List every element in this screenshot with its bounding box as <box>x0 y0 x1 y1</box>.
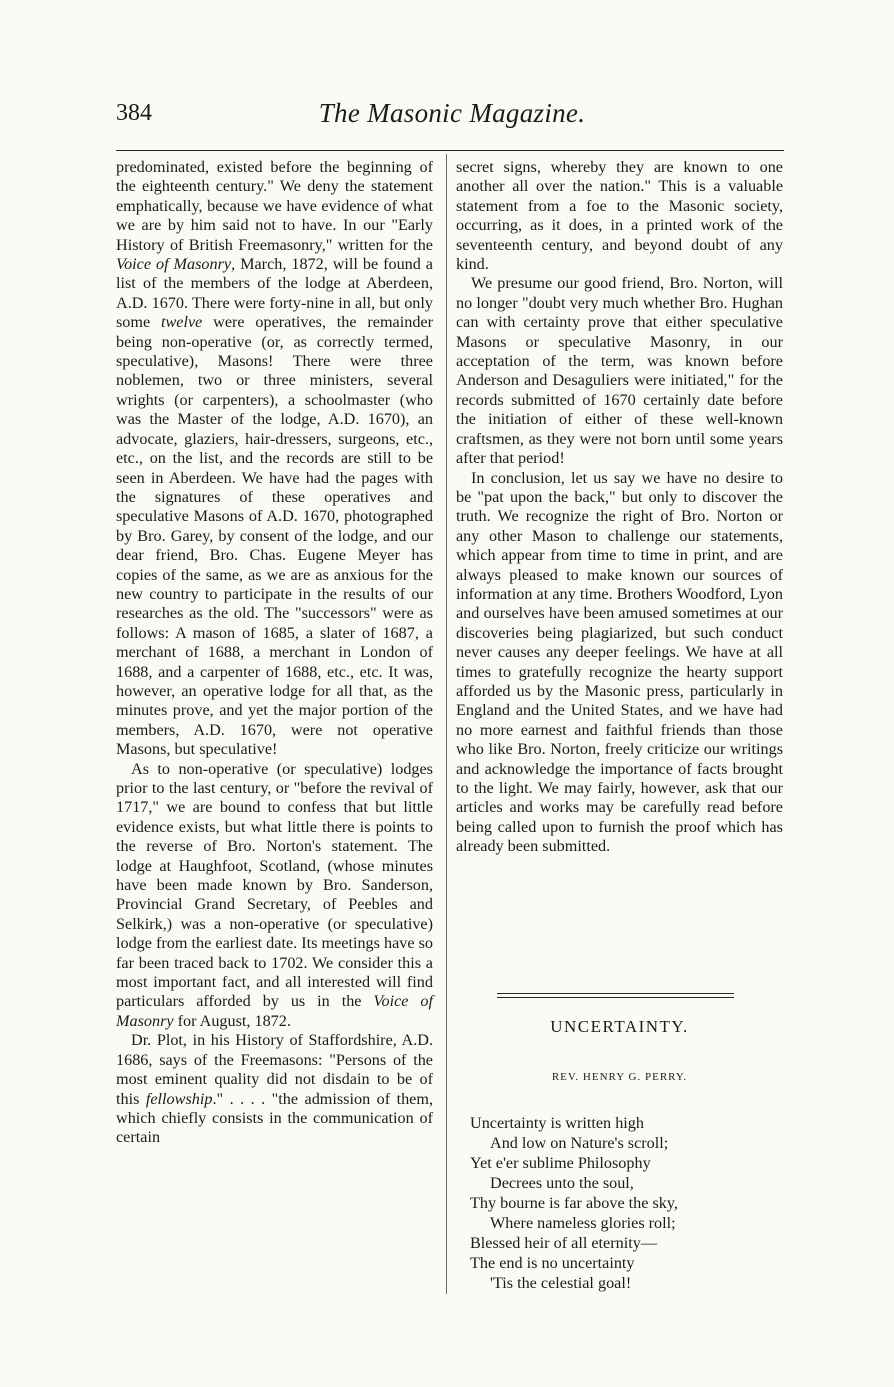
right-paragraph-1: secret signs, whereby they are known to one another all over the nation." This is a valuable statement from a foe to the Masonic society, occurring, as it does, in a printed work of the seventeenth century, and beyond doubt of any kind. <box>456 158 783 274</box>
header-rule <box>116 150 784 151</box>
right-paragraph-2: We presume our good friend, Bro. Norton, will no longer "doubt very much whether Bro. Hughan can with certainty prove that either speculative Masons or speculative Masonry, in our acceptation of the term, was known before Anderson and Desaguliers were initiated," for the records submitted of 1670 certainly date before the initiation of either of these well-known craftsmen, as they were not born until some years after that period! <box>456 274 783 468</box>
running-title: The Masonic Magazine. <box>318 98 586 128</box>
poem-body <box>470 1113 770 1293</box>
poem-line: Where nameless glories roll; <box>490 1214 676 1232</box>
poem-line: Uncertainty is written high <box>470 1114 644 1132</box>
poem-line: 'Tis the celestial goal! <box>490 1274 632 1292</box>
poem-line: Thy bourne is far above the sky, <box>470 1194 678 1212</box>
section-rule-top <box>497 993 734 994</box>
right-column <box>456 158 783 857</box>
poem-line: And low on Nature's scroll; <box>490 1134 669 1152</box>
poem-author: REV. HENRY G. PERRY. <box>551 1071 688 1083</box>
left-paragraph-2: As to non-operative (or speculative) lodges prior to the last century, or "before the revival of 1717," we are bound to confess that but little evidence exists, but what little there is points to the reverse of Bro. Norton's statement. The lodge at Haughfoot, Scotland, (whose minutes have been made known by Bro. Sanderson, Provincial Grand Secretary, of Peebles and Selkirk,) was a non-operative (or speculative) lodge from the earliest date. Its meetings have so far been traced back to 1702. We consider this a most important fact, and all interested will find particulars afforded by us in the Voice of Masonry for August, 1872. <box>116 759 433 1030</box>
page-number: 384 <box>116 100 152 126</box>
poem-line: Yet e'er sublime Philosophy <box>470 1154 651 1172</box>
left-column <box>116 158 433 1148</box>
section-rule-bottom <box>497 997 734 998</box>
page-header <box>116 96 788 136</box>
poem-line: The end is no uncertainty <box>470 1254 635 1272</box>
poem-line: Blessed heir of all eternity— <box>470 1234 658 1252</box>
left-paragraph-3: Dr. Plot, in his History of Staffordshire, A.D. 1686, says of the Freemasons: "Persons of the most eminent quality did not disdain to be of this fellowship." . . . . "the admission of them, which chiefly consists in the communication of certain <box>116 1031 434 1147</box>
right-paragraph-3: In conclusion, let us say we have no desire to be "pat upon the back," but only to discover the truth. We recognize the right of Bro. Norton or any other Mason to challenge our statements, which appear from time to time in print, and are always pleased to make known our sources of information at any time. Brothers Woodford, Lyon and ourselves have been amused sometimes at our discoveries being plagiarized, but such conduct never causes any deeper feelings. We have at all times to gratefully recognize the hearty support afforded us by the Masonic press, particularly in England and the United States, and we have had no more earnest and faithful friends than those who like Bro. Norton, freely criticize our writings and acknowledge the importance of facts brought to the light. We may fairly, however, ask that our articles and works may be carefully read before being called upon to furnish the proof which has already been submitted. <box>456 468 783 856</box>
poem-title: UNCERTAINTY. <box>550 1017 689 1036</box>
poem-line: Decrees unto the soul, <box>490 1174 634 1192</box>
left-paragraph-1: predominated, existed before the beginning of the eighteenth century." We deny the statement emphatically, because we have evidence of what we are by him said not to have. In our "Early History of British Freemasonry," written for the Voice of Masonry, March, 1872, will be found a list of the members of the lodge at Aberdeen, A.D. 1670. There were forty-nine in all, but only some twelve were operatives, the remainder being non-operative (or, as correctly termed, speculative), Masons! There were three noblemen, two or three ministers, several wrights (or carpenters), a schoolmaster (who was the Master of the lodge, A.D. 1670), an advocate, glaziers, hair-dressers, surgeons, etc., etc., on the list, and the records are still to be seen in Aberdeen. We have had the pages with the signatures of these operatives and speculative Masons of A.D. 1670, photographed by Bro. Garey, by consent of the lodge, and our dear friend, Bro. Chas. Eugene Meyer has copies of the same, as we are as anxious for the new country to participate in the results of our researches as the old. The "successors" were as follows: A mason of 1685, a slater of 1687, a merchant of 1688, a merchant in London of 1688, and a carpenter of 1688, etc., etc. It was, however, an operative lodge for all that, as the minutes prove, and yet the major portion of the members, A.D. 1670, were not operative Masons, but speculative! <box>116 158 433 759</box>
column-divider <box>446 154 447 1294</box>
